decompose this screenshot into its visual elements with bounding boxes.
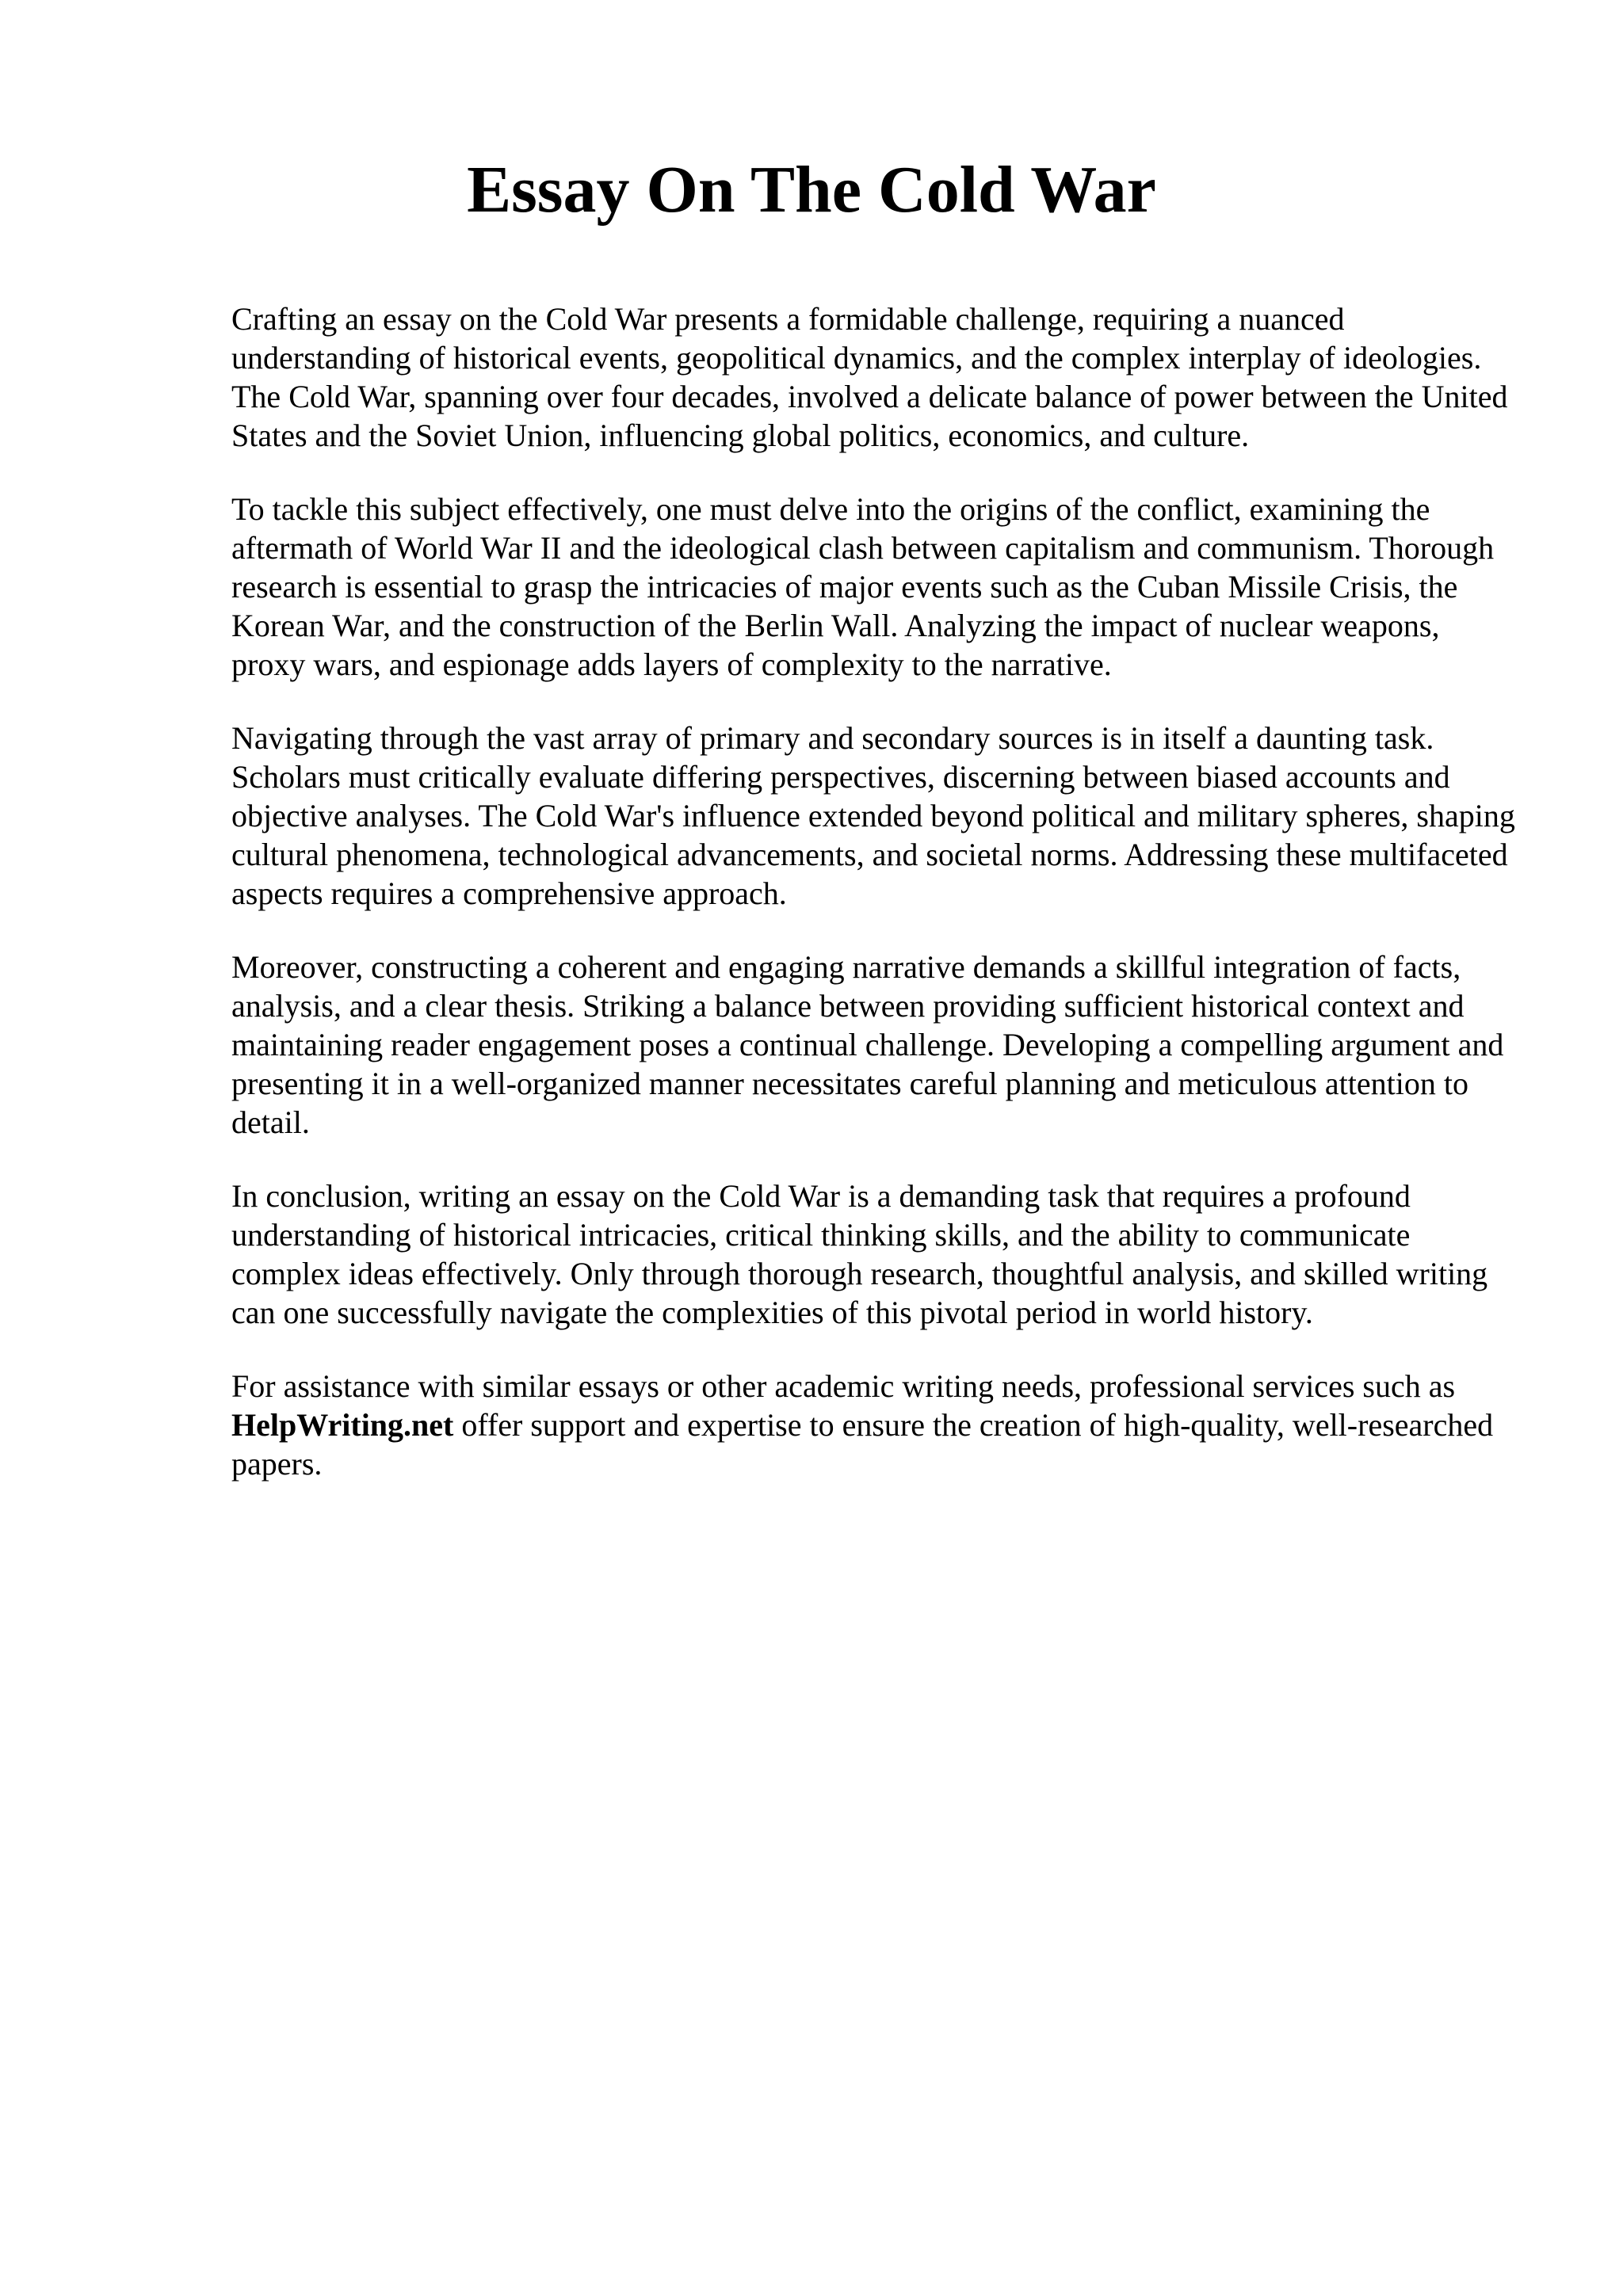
closing-paragraph xyxy=(231,1367,1518,1483)
paragraph-4: Moreover, constructing a coherent and engaging narrative demands a skillful integration of facts, analysis, and a clear thesis. Striking a balance between providing sufficient historical context and maintaining reader engagement poses a continual challenge. Developing a compelling argument and presenting it in a well-organized manner necessitates careful planning and meticulous attention to detail. xyxy=(231,949,1504,1140)
closing-text-after: offer support and expertise to ensure the creation of high-quality, well-researched papers. xyxy=(231,1407,1494,1482)
paragraph-5: In conclusion, writing an essay on the Cold War is a demanding task that requires a profound understanding of historical intricacies, critical thinking skills, and the ability to communicate complex ideas effectively. Only through thorough research, thoughtful analysis, and skilled writing can one successfully navigate the complexities of this pivotal period in world history. xyxy=(231,1178,1488,1330)
brand-name: HelpWriting.net xyxy=(231,1407,454,1443)
paragraph-3: Navigating through the vast array of primary and secondary sources is in itself a daunting task. Scholars must critically evaluate differing perspectives, discerning between biased accounts and objective analyses. The Cold War's influence extended beyond political and military spheres, shaping cultural phenomena, technological advancements, and societal norms. Addressing these multifaceted aspects requires a comprehensive approach. xyxy=(231,720,1515,911)
document-title: Essay On The Cold War xyxy=(467,153,1156,227)
paragraph-1: Crafting an essay on the Cold War presents a formidable challenge, requiring a nuanced understanding of historical events, geopolitical dynamics, and the complex interplay of ideologies. The Cold War, spanning over four decades, involved a delicate balance of power between the United States and the Soviet Union, influencing global politics, economics, and culture. xyxy=(231,301,1508,453)
closing-text-before: For assistance with similar essays or other academic writing needs, professional services such as xyxy=(231,1368,1456,1404)
paragraph-2: To tackle this subject effectively, one must delve into the origins of the conflict, examining the aftermath of World War II and the ideological clash between capitalism and communism. Thorough research is essential to grasp the intricacies of major events such as the Cuban Missile Crisis, the Korean War, and the construction of the Berlin Wall. Analyzing the impact of nuclear weapons, proxy wars, and espionage adds layers of complexity to the narrative. xyxy=(231,491,1495,682)
document-body xyxy=(231,299,1518,1518)
